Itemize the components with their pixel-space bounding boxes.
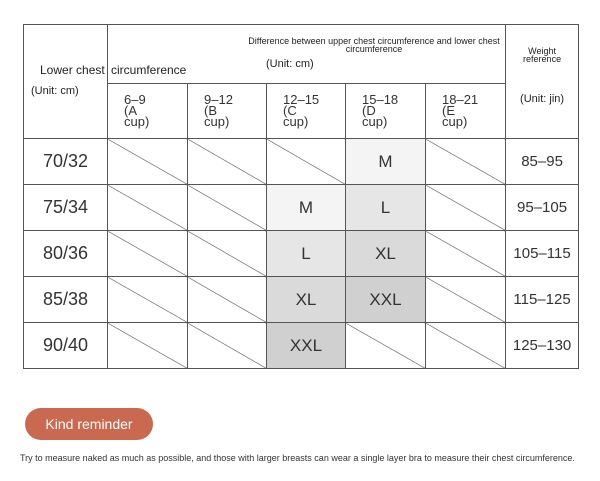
kind-reminder-label: Kind reminder — [45, 416, 133, 432]
cup-range: 12–15 — [283, 92, 320, 107]
size-cell: XXL — [346, 277, 426, 323]
size-cell: M — [267, 185, 346, 231]
table-row — [24, 139, 579, 185]
empty-cell — [426, 185, 506, 231]
difference-title: Difference between upper chest circumference and lower chest circumference — [248, 36, 500, 54]
cup-letter: (D — [362, 103, 376, 118]
cup-letter: (E — [442, 103, 455, 118]
size-cell: XL — [267, 277, 346, 323]
cup-range: 18–21 — [442, 92, 479, 107]
table-row — [24, 323, 579, 369]
cup-range: 9–12 — [204, 92, 233, 107]
chest-size-cell: 85/38 — [24, 277, 108, 323]
empty-cell — [188, 277, 267, 323]
table-row — [24, 231, 579, 277]
empty-cell — [108, 231, 188, 277]
empty-cell — [426, 231, 506, 277]
measurement-note: Try to measure naked as much as possible, and those with larger breasts can wear a single layer bra to measure their chest circumference. — [20, 453, 575, 463]
difference-header — [108, 25, 506, 84]
cup-word: cup) — [442, 114, 468, 129]
cup-header-e — [426, 84, 506, 139]
lower-chest-header — [24, 25, 108, 139]
cup-word: cup) — [283, 114, 309, 129]
size-cell: XL — [346, 231, 426, 277]
chest-size-cell: 80/36 — [24, 231, 108, 277]
chest-size-cell: 90/40 — [24, 323, 108, 369]
empty-cell — [108, 277, 188, 323]
lower-chest-label: Lower chest — [40, 63, 105, 77]
size-cell: XXL — [267, 323, 346, 369]
cup-word: cup) — [362, 114, 388, 129]
cup-letter: (B — [204, 103, 217, 118]
size-cell: L — [346, 185, 426, 231]
circumference-label: circumference — [111, 63, 187, 77]
cup-word: cup) — [124, 114, 150, 129]
cup-word: cup) — [204, 114, 230, 129]
weight-header — [506, 25, 579, 139]
cup-header-b — [188, 84, 267, 139]
cup-header-a — [108, 84, 188, 139]
empty-cell — [426, 323, 506, 369]
cup-header-d — [346, 84, 426, 139]
weight-cell: 115–125 — [506, 277, 579, 323]
table-row — [24, 185, 579, 231]
cup-range: 6–9 — [124, 92, 146, 107]
empty-cell — [267, 139, 346, 185]
cup-header-c — [267, 84, 346, 139]
weight-cell: 105–115 — [506, 231, 579, 277]
chest-size-cell: 75/34 — [24, 185, 108, 231]
lower-chest-unit: (Unit: cm) — [31, 85, 79, 97]
empty-cell — [188, 185, 267, 231]
size-cell: M — [346, 139, 426, 185]
table-row — [24, 277, 579, 323]
empty-cell — [188, 323, 267, 369]
size-chart-table — [23, 24, 579, 369]
empty-cell — [108, 185, 188, 231]
empty-cell — [188, 139, 267, 185]
empty-cell — [108, 323, 188, 369]
empty-cell — [426, 139, 506, 185]
difference-unit: (Unit: cm) — [266, 58, 314, 70]
empty-cell — [108, 139, 188, 185]
weight-cell: 95–105 — [506, 185, 579, 231]
cup-range: 15–18 — [362, 92, 399, 107]
empty-cell — [426, 277, 506, 323]
cup-letter: (C — [283, 103, 297, 118]
empty-cell — [188, 231, 267, 277]
weight-title: Weight reference — [523, 46, 562, 64]
kind-reminder-button[interactable] — [25, 408, 153, 440]
cup-letter: (A — [124, 103, 137, 118]
size-cell: L — [267, 231, 346, 277]
weight-unit: (Unit: jin) — [520, 93, 565, 105]
weight-cell: 85–95 — [506, 139, 579, 185]
chest-size-cell: 70/32 — [24, 139, 108, 185]
weight-cell: 125–130 — [506, 323, 579, 369]
empty-cell — [346, 323, 426, 369]
